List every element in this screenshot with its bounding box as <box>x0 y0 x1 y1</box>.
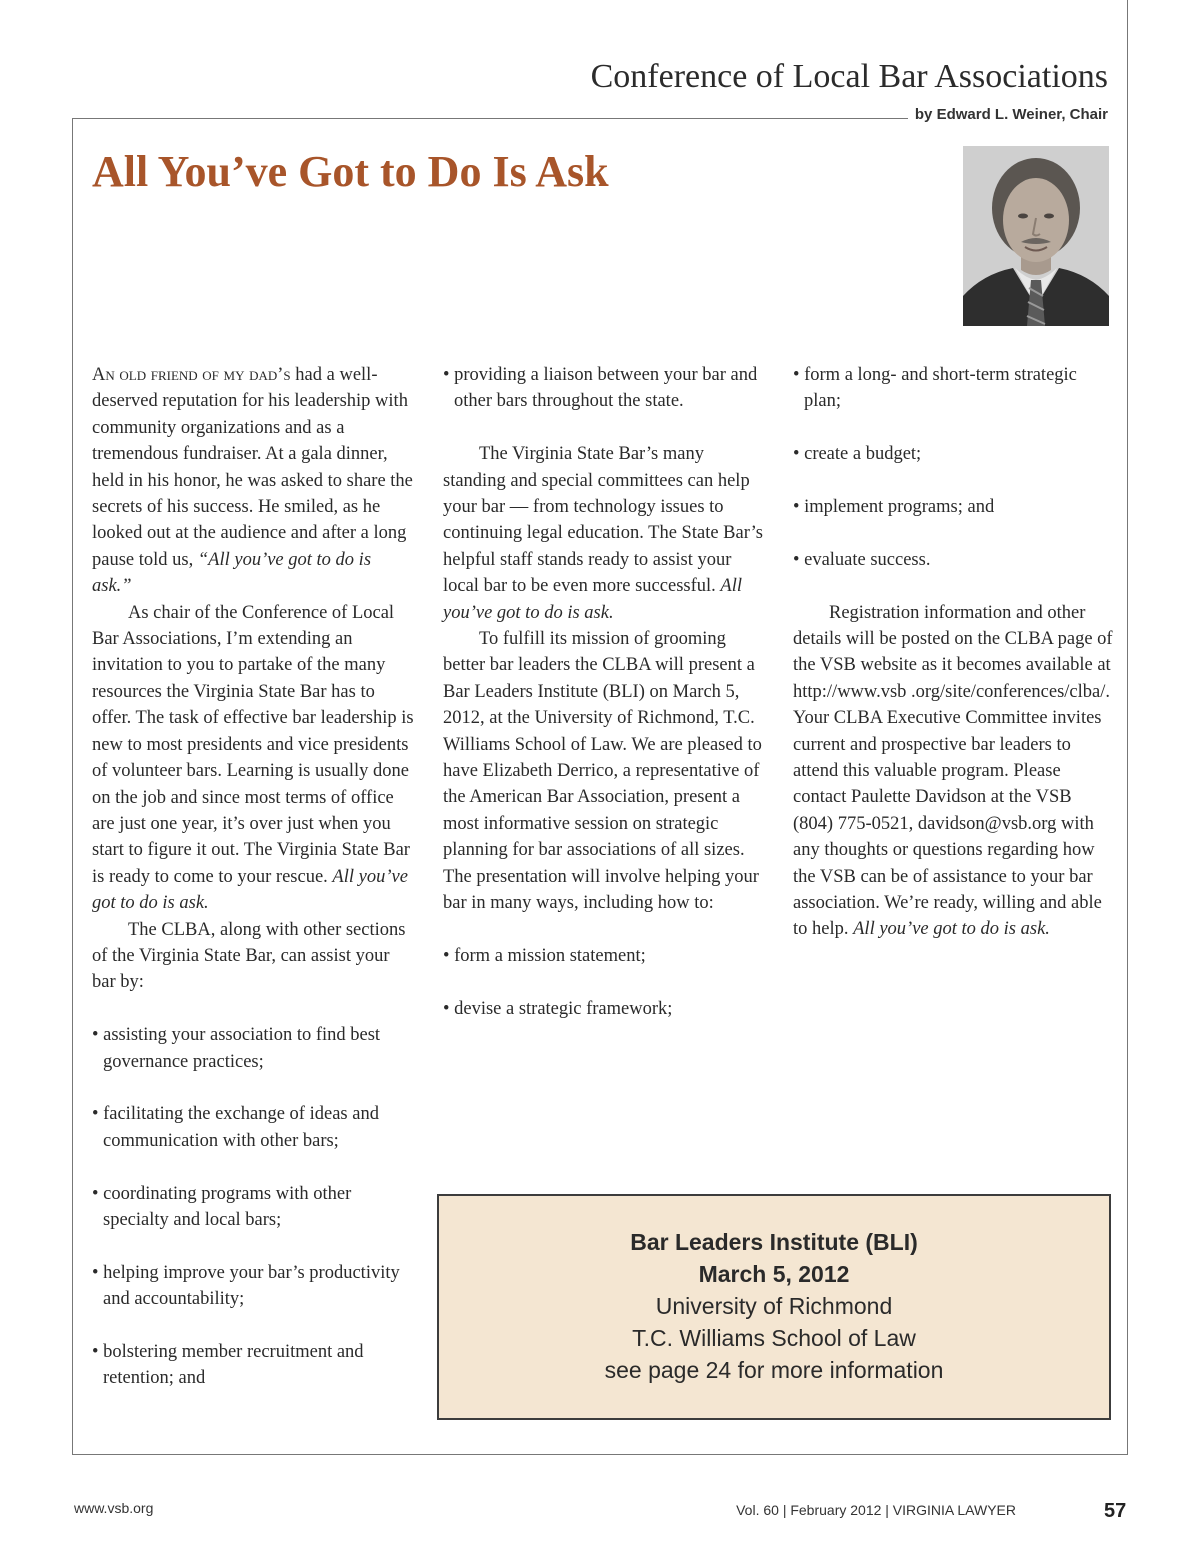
bli-school: T.C. Williams School of Law <box>632 1325 916 1351</box>
list-item: • evaluate success. <box>793 549 931 570</box>
paragraph: To fulfill its mission of grooming better bar leaders the CLBA will present a Bar Leaders Institute (BLI) on March 5, 2012, at the University of Richmond, T.C. Williams School of Law. We are pleased to have Elizabeth Derrico, a representative of the American Bar Association, present a most informative session on strategic planning for bar associations of all sizes. The presentation will involve helping your bar in many ways, including how to: <box>443 629 762 914</box>
author-portrait <box>963 146 1109 326</box>
bli-more-info: see page 24 for more information <box>604 1357 944 1383</box>
paragraph: The CLBA, along with other sections of the Virginia State Bar, can assist your bar by: <box>92 919 406 993</box>
list-item: • implement programs; and <box>793 497 995 517</box>
list-item: • create a budget; <box>793 444 922 465</box>
section-title: Conference of Local Bar Associations <box>590 58 1108 95</box>
frame-right-rule <box>1127 0 1128 1455</box>
bli-title: Bar Leaders Institute (BLI) <box>630 1229 918 1255</box>
byline: by Edward L. Weiner, Chair <box>914 106 1108 123</box>
frame-bottom-rule <box>72 1454 1128 1455</box>
list-item: • form a mission statement; <box>443 945 646 966</box>
list-item: • coordinating programs with other specialty and local bars; <box>92 1183 352 1230</box>
list-item: • assisting your association to find best governance practices; <box>92 1025 381 1072</box>
lead-in: An old friend of my dad’s <box>92 365 291 385</box>
paragraph <box>443 441 763 626</box>
bli-venue: University of Richmond <box>655 1293 893 1319</box>
list-item: • bolstering member recruitment and retention; and <box>92 1341 364 1389</box>
paragraph-text: Registration information and other details will be posted on the CLBA page of the VSB website as it becomes available at http://www.vsb .org/site/conferences/clba/. Your CLBA Executive Committee invites current and prospective bar leaders to attend this valuable program. Please contact Paulette Davidson at the VSB (804) 775-0521, davidson@vsb.org with any thoughts or questions regarding how the VSB can be of assistance to your bar association. We’re ready, willing and able to help. <box>793 602 1113 940</box>
list-item: • providing a liaison between your bar and other bars throughout the state. <box>443 365 758 412</box>
paragraph-text: had a well-deserved reputation for his leadership with community organizations and as a tremendous fundraiser. At a gala dinner, held in his honor, he was asked to share the secrets of his success. He smiled, as he looked out at the audience and after a long pause told us, <box>92 365 413 570</box>
paragraph-italic: All you’ve got to do is ask. <box>92 866 408 914</box>
footer-issue-info: Vol. 60 | February 2012 | VIRGINIA LAWYER <box>736 1502 1016 1518</box>
frame-left-rule <box>72 118 73 1454</box>
paragraph <box>92 362 414 600</box>
article-column-1 <box>92 362 414 1392</box>
article-column-3 <box>793 362 1113 943</box>
paragraph-text: As chair of the Conference of Local Bar Associations, I’m extending an invitation to you to partake of the many resources the Virginia State Bar has to offer. The task of effective bar leadership is new to most presidents and vice presidents of volunteer bars. Learning is usually done on the job and since most terms of office are just one year, it’s over just when you start to figure it out. The Virginia State Bar is ready to come to your rescue. <box>92 602 414 887</box>
list-item: • devise a strategic framework; <box>443 998 673 1019</box>
list-item: • helping improve your bar’s productivity and accountability; <box>92 1262 400 1310</box>
paragraph <box>92 600 414 917</box>
paragraph-italic: All you’ve got to do is ask. <box>443 576 742 623</box>
frame-top-rule <box>72 118 908 119</box>
article-headline: All You’ve Got to Do Is Ask <box>92 147 609 196</box>
paragraph-italic: “All you’ve got to do is ask.” <box>92 549 372 597</box>
list-item: • facilitating the exchange of ideas and communication with other bars; <box>92 1104 379 1151</box>
bli-info-box <box>437 1194 1111 1420</box>
bli-date: March 5, 2012 <box>698 1261 850 1287</box>
footer-website: www.vsb.org <box>74 1500 154 1516</box>
paragraph <box>793 600 1113 943</box>
article-column-2 <box>443 362 763 1022</box>
paragraph-italic: All you’ve got to do is ask. <box>853 919 1050 940</box>
paragraph-text: The Virginia State Bar’s many standing and special committees can help your bar — from technology issues to continuing legal education. The State Bar’s helpful staff stands ready to assist your local bar to be even more successful. <box>443 444 763 597</box>
page-number: 57 <box>1104 1500 1127 1522</box>
list-item: • form a long- and short-term strategic plan; <box>793 365 1077 412</box>
